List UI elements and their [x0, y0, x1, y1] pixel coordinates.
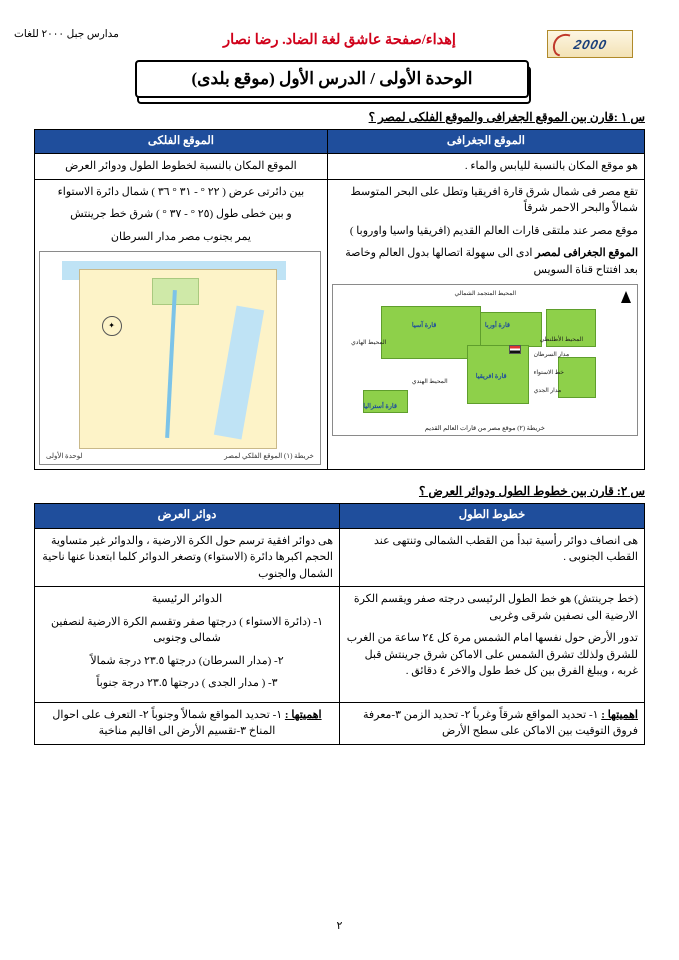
geo-para-3-bold: الموقع الجغرافى لمصر	[535, 247, 638, 260]
page-number: ٢	[336, 920, 343, 932]
geo-para-1: تقع مصر فى شمال شرق قارة افريقيا وتطل على البحر المتوسط شمالاً والبحر الاحمر شرقاً	[350, 185, 638, 215]
world-label-10: قارة أستراليا	[363, 403, 398, 411]
comparison-table-1	[34, 129, 645, 470]
cell-astro-definition: الموقع المكان بالنسبة لخطوط الطول ودوائر العرض	[35, 154, 328, 180]
col-header-longitude: خطوط الطول	[340, 504, 645, 528]
world-label-1: قارة أوربا	[484, 322, 511, 330]
egypt-map-caption: خريطة (١) الموقع الفلكي لمصر	[224, 451, 314, 460]
world-label-6: المحيط الهادي	[351, 340, 387, 347]
cell-longitude-details	[340, 587, 645, 703]
world-label-2: قارة آسيا	[411, 322, 437, 330]
world-label-4: قارة افريقيا	[475, 373, 507, 381]
world-map-caption: خريطة (٢) موقع مصر من قارات العالم القديم	[424, 424, 545, 432]
cell-geo-details	[327, 179, 644, 470]
cell-longitude-definition: هى انصاف دوائر رأسية تبدأ من القطب الشمالى وتنتهى عند القطب الجنوبى .	[340, 528, 645, 587]
lon-importance-label: اهميتها :	[601, 708, 638, 721]
table-row	[35, 528, 645, 587]
dedication-text: إهداء/صفحة عاشق لغة الضاد. رضا نصار	[223, 32, 456, 48]
table-row	[35, 702, 645, 744]
geo-para-3-rest: ادى الى سهولة اتصالها بدول العالم وخاصة بعد افتتاح قناة السويس	[345, 247, 638, 276]
lon-para-2: تدور الأرض حول نفسها امام الشمس مرة كل ٢٤ ساعة من الغرب للشرق ولذلك تشرق الشمس على الاماكن شرق جرينتش قبل غربه ، ويبلغ الفرق بين كل خط طول والاخر ٤ دقائق .	[346, 632, 638, 677]
north-arrow-icon	[621, 291, 631, 303]
compass-icon: ✦	[102, 316, 122, 336]
world-label-9: مدار الجدي	[533, 388, 562, 395]
geo-para-2: موقع مصر عند ملتقى قارات العالم القديم (افريقيا واسيا واوروبا )	[349, 224, 638, 237]
lat-item-1: ١- (دائرة الاستواء ) درجتها صفر وتقسم الكرة الارضية لنصفين شمالى وجنوبى	[50, 615, 324, 644]
lat-item-2: ٢- (مدار السرطان) درجتها ٢٣.٥ درجة شمالاً	[90, 654, 284, 667]
cell-latitude-details	[35, 587, 340, 703]
title-area	[0, 60, 679, 104]
logo-text: 2000	[571, 36, 609, 52]
col-header-astronomical: الموقع الفلكى	[35, 130, 328, 154]
page-title: الوحدة الأولى / الدرس الأول (موقع بلدى)	[135, 60, 529, 98]
world-label-0: المحيط المتجمد الشمالي	[454, 290, 517, 297]
cell-longitude-importance	[340, 702, 645, 744]
world-label-5: المحيط الهندي	[411, 379, 448, 386]
comparison-table-2	[34, 503, 645, 744]
question-1-label: س ١ :قارن بين الموقع الجغرافى والموقع الفلكى لمصر ؟	[368, 110, 645, 124]
school-name: مدارس جبل ٢٠٠٠ للغات	[14, 29, 119, 40]
table-row	[35, 587, 645, 703]
egypt-map-image	[39, 251, 321, 465]
world-label-7: خط الاستواء	[533, 370, 564, 377]
astro-para-1: بين دائرتى عرض ( ٢٢ ° - ٣١ ° ٣٦ ) شمال دائرة الاستواء	[57, 185, 305, 198]
world-label-3: المحيط الأطلنطي	[539, 337, 584, 344]
astro-para-2: و بين خطى طول (٢٥ ° - ٣٧ ° ) شرق خط جرينتش	[70, 208, 292, 221]
world-map-image	[332, 284, 638, 436]
cell-astro-details	[35, 179, 328, 470]
egypt-map-side-caption: لوحدة الأولى	[46, 451, 83, 460]
table-header-row	[35, 130, 645, 154]
lat-importance-text: ١- تحديد المواقع شمالاً وجنوباً ٢- التعرف على احوال المناخ ٣-تقسيم الأرض الى اقاليم مناخية	[52, 708, 285, 737]
egypt-flag-icon	[509, 345, 521, 354]
page-header	[0, 0, 679, 58]
lat-importance-label: اهميتها :	[284, 708, 322, 721]
geo-para-3	[334, 245, 638, 278]
table-row	[35, 154, 645, 180]
col-header-latitude: دوائر العرض	[35, 504, 340, 528]
cell-geo-definition: هو موقع المكان بالنسبة لليابس والماء .	[327, 154, 644, 180]
table-row	[35, 179, 645, 470]
table-header-row	[35, 504, 645, 528]
cell-latitude-definition: هى دوائر افقية ترسم حول الكرة الارضية ، والدوائر غير متساوية الحجم اكبرها دائرة (الاستواء) وتصغر الدوائر كلما ابتعدنا عنها ناحية الشمال والجنوب	[35, 528, 340, 587]
world-label-8: مدار السرطان	[533, 352, 570, 359]
cell-latitude-importance	[35, 702, 340, 744]
question-2-label: س ٢: قارن بين خطوط الطول ودوائر العرض ؟	[418, 484, 645, 499]
lon-para-1: (خط جرينتش) هو خط الطول الرئيسى درجته صفر ويقسم الكرة الارضية الى نصفين شرقى وغربى	[353, 593, 638, 622]
lon-importance-text: ١- تحديد المواقع شرقاً وغرباً ٢- تحديد الزمن ٣-معرفة فروق التوقيت بين الاماكن على سطح الأرض	[363, 708, 638, 737]
col-header-geographic: الموقع الجغرافى	[327, 130, 644, 154]
astro-para-3: يمر بجنوب مصر مدار السرطان	[110, 230, 251, 243]
lat-item-3: ٣- ( مدار الجدى ) درجتها ٢٣.٥ درجة جنوباً	[96, 677, 278, 689]
lat-main-circles-title: الدوائر الرئيسية	[151, 593, 223, 605]
